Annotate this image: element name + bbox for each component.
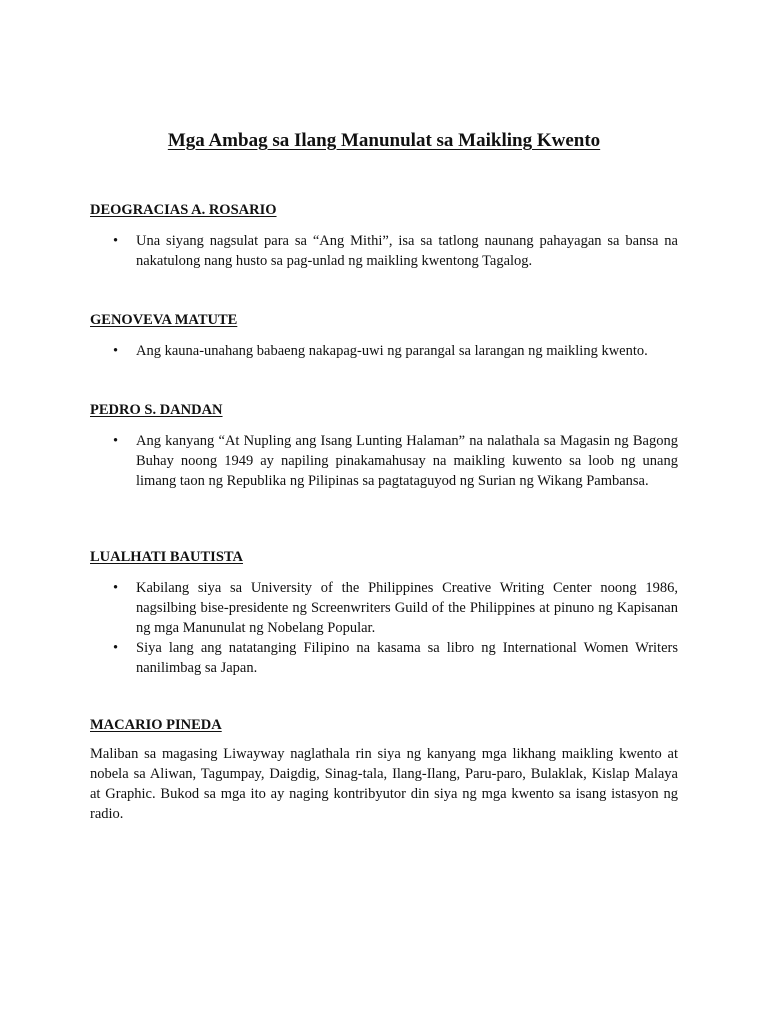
list-item bbox=[90, 231, 678, 271]
section-deogracias-rosario bbox=[90, 200, 678, 271]
section-heading: DEOGRACIAS A. ROSARIO bbox=[90, 202, 277, 218]
list-item-text: Una siyang nagsulat para sa “Ang Mithi”, isa sa tatlong naunang pahayagan sa bansa na nakatulong nang husto sa pag-unlad ng maikling kwentong Tagalog. bbox=[136, 233, 678, 269]
section-heading: PEDRO S. DANDAN bbox=[90, 402, 223, 418]
section-paragraph: Maliban sa magasing Liwayway naglathala rin siya ng kanyang mga likhang maikling kwento at nobela sa Aliwan, Tagumpay, Daigdig, Sinag-tala, Ilang-Ilang, Paru-paro, Bulaklak, Kislap Malaya at Graphic. Bukod sa mga ito ay naging kontribyutor din siya ng mga kwento sa isang istasyon ng radio. bbox=[90, 746, 678, 822]
list-item bbox=[90, 431, 678, 491]
section-heading: MACARIO PINEDA bbox=[90, 717, 222, 733]
section-heading: GENOVEVA MATUTE bbox=[90, 312, 238, 328]
bullet-icon: • bbox=[113, 343, 119, 359]
list-item-text: Kabilang siya sa University of the Philippines Creative Writing Center noong 1986, nagsilbing bise-presidente ng Screenwriters Guild of the Philippines at pinuno ng Kapisanan ng mga Manunulat ng Nobelang Popular. bbox=[136, 580, 678, 636]
bullet-icon: • bbox=[113, 233, 119, 249]
section-genoveva-matute bbox=[90, 310, 678, 361]
bullet-icon: • bbox=[113, 433, 119, 449]
bullet-list bbox=[90, 578, 678, 678]
list-item bbox=[90, 341, 678, 361]
bullet-list bbox=[90, 231, 678, 271]
list-item-text: Siya lang ang natatanging Filipino na kasama sa libro ng International Women Writers nanilimbag sa Japan. bbox=[136, 640, 678, 676]
bullet-list bbox=[90, 431, 678, 491]
section-pedro-dandan bbox=[90, 400, 678, 491]
list-item bbox=[90, 638, 678, 678]
bullet-list bbox=[90, 341, 678, 361]
list-item bbox=[90, 578, 678, 638]
section-macario-pineda bbox=[90, 715, 678, 824]
bullet-icon: • bbox=[113, 640, 119, 656]
list-item-text: Ang kanyang “At Nupling ang Isang Lunting Halaman” na nalathala sa Magasin ng Bagong Buhay noong 1949 ay napiling pinakamahusay na maikling kuwento sa loob ng unang limang taon ng Republika ng Pilipinas sa pagtataguyod ng Surian ng Wikang Pambansa. bbox=[136, 433, 678, 489]
section-heading: LUALHATI BAUTISTA bbox=[90, 549, 243, 565]
page-title: Mga Ambag sa Ilang Manunulat sa Maikling Kwento bbox=[167, 130, 601, 151]
section-lualhati-bautista bbox=[90, 547, 678, 678]
list-item-text: Ang kauna-unahang babaeng nakapag-uwi ng parangal sa larangan ng maikling kwento. bbox=[136, 343, 648, 359]
bullet-icon: • bbox=[113, 580, 119, 596]
